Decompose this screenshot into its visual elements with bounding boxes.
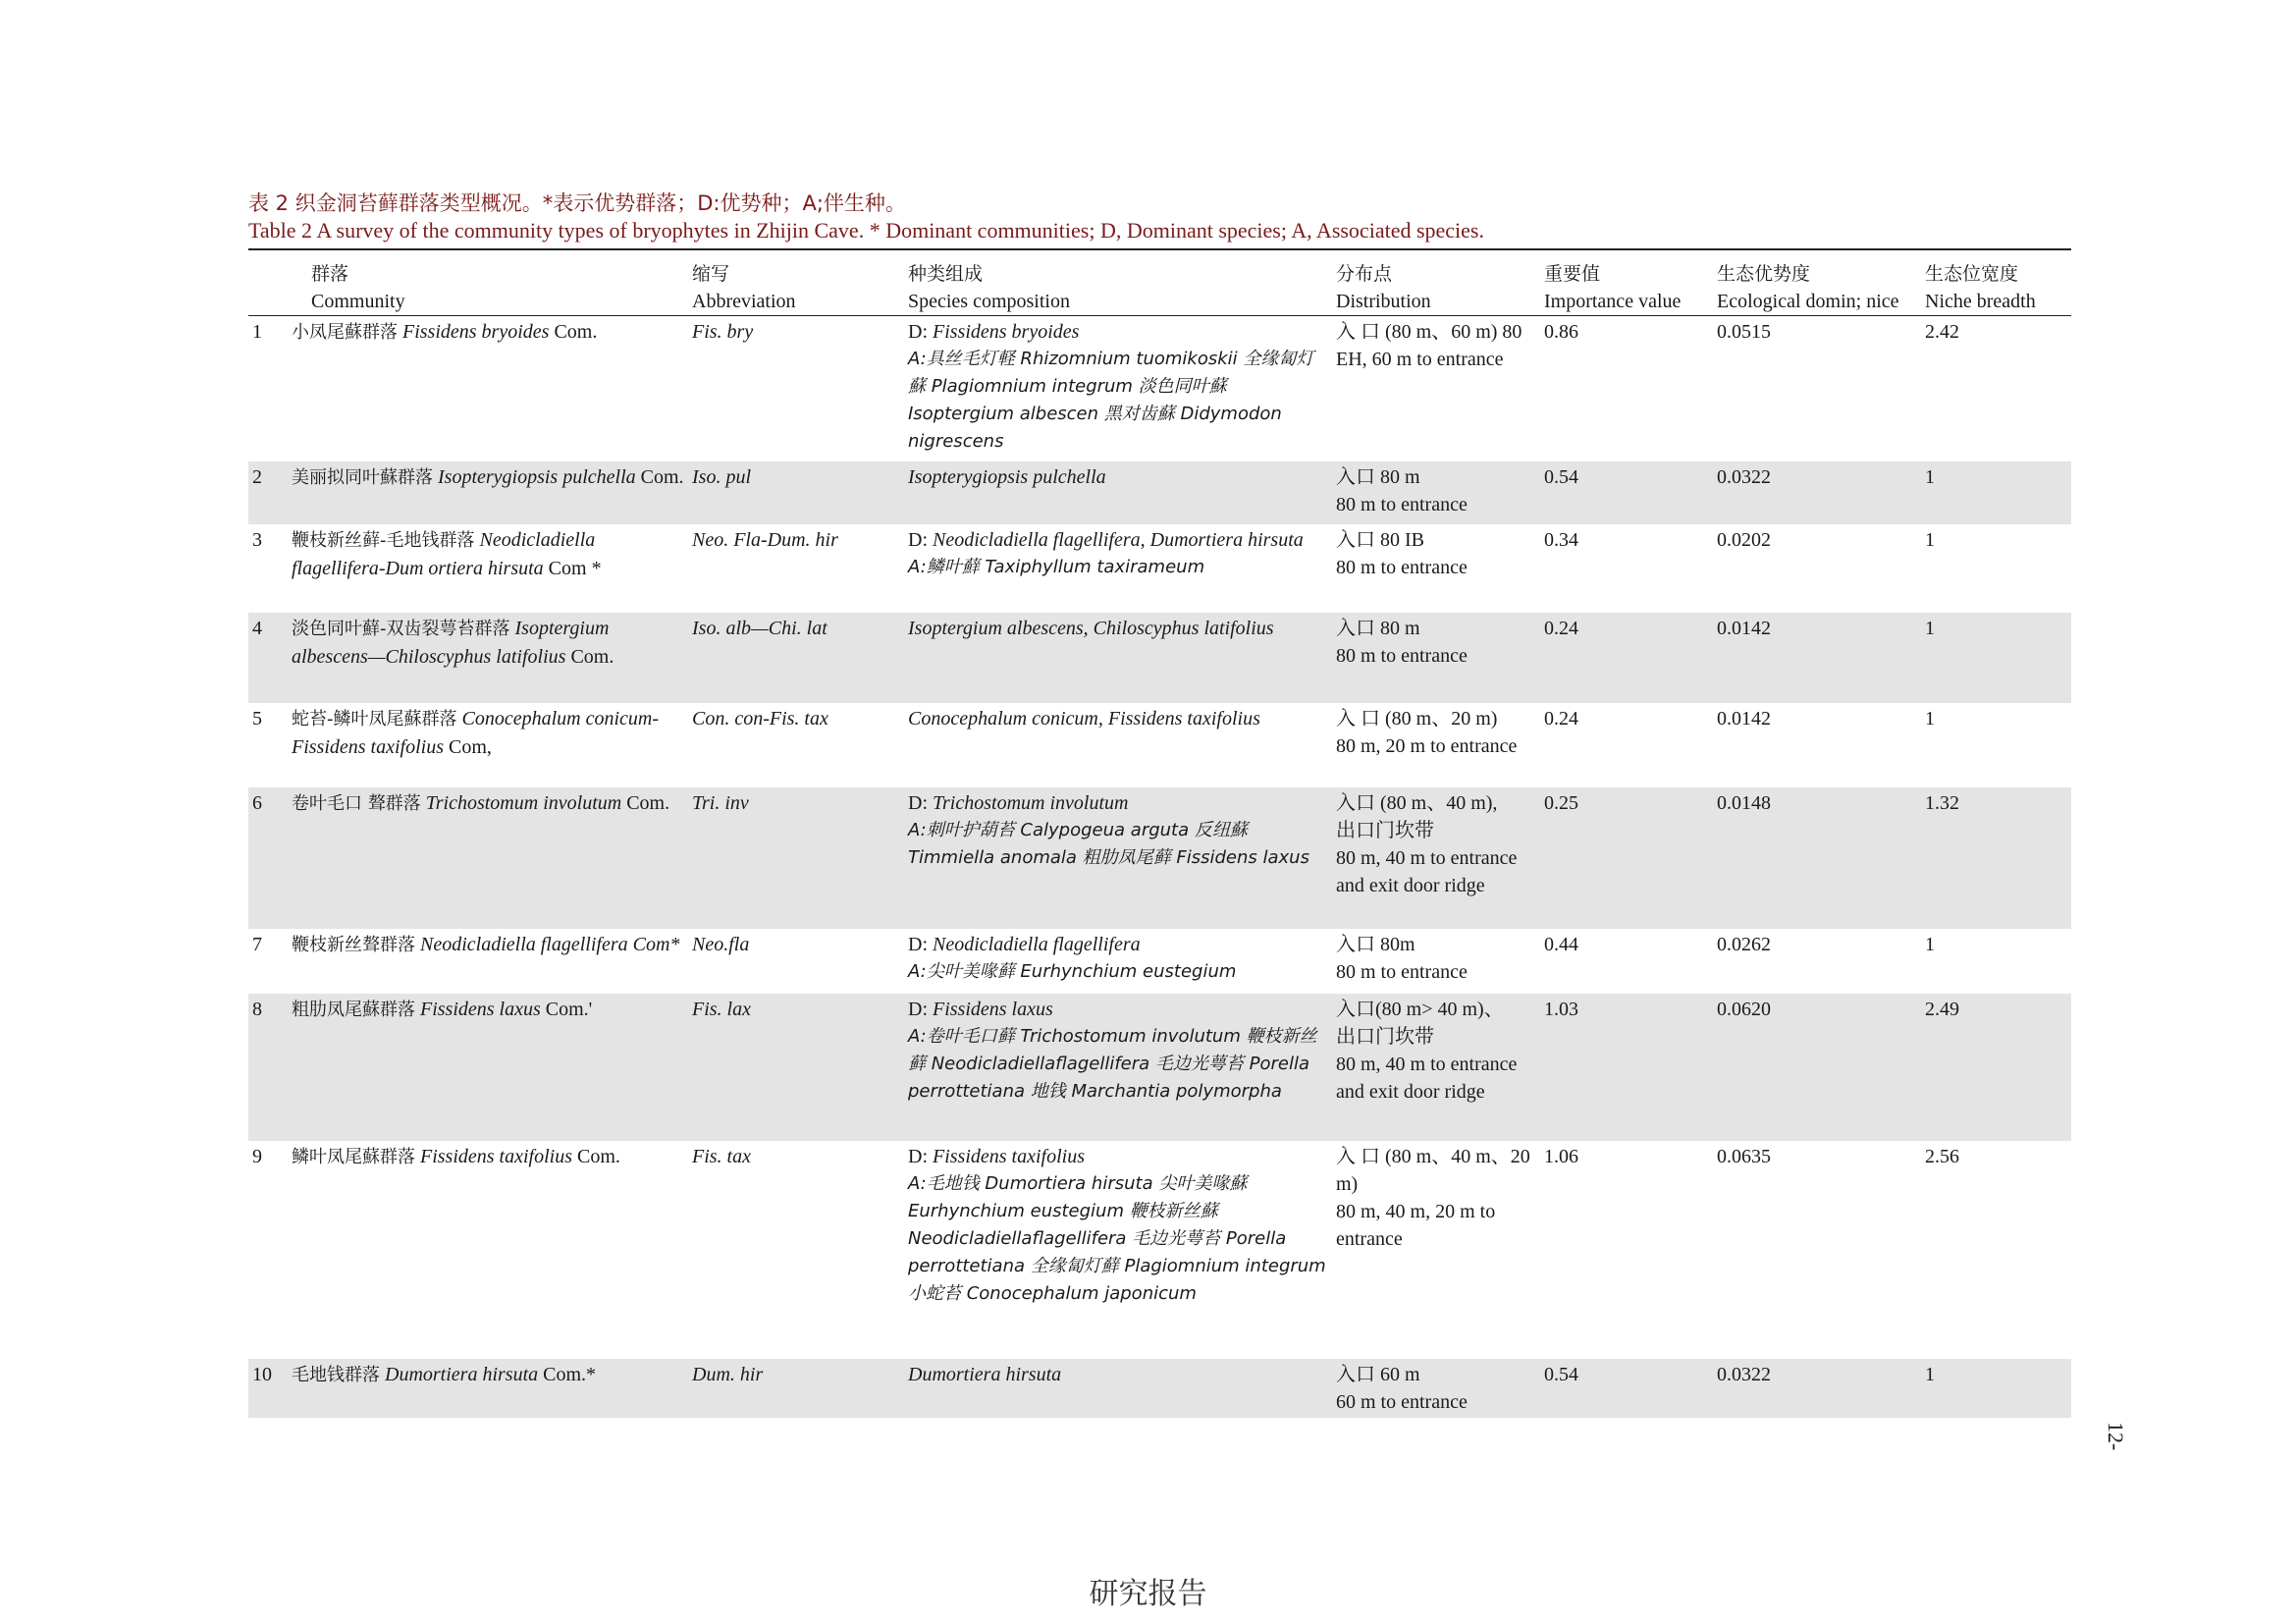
abbreviation-cell: Con. con-Fis. tax: [692, 707, 828, 730]
row-number: 5: [252, 707, 262, 730]
abbreviation-cell: Fis. lax: [688, 994, 904, 1141]
niche-cell: 1: [1921, 1359, 2071, 1418]
species-cell: Isopterygiopsis pulchella: [904, 461, 1332, 524]
niche-cell: 2.42: [1925, 321, 1959, 343]
dominance-cell: 0.0148: [1713, 787, 1921, 929]
distribution-cell: 入口 80 m 80 m to entrance: [1332, 613, 1540, 703]
header-abbreviation: 缩写 Abbreviation: [688, 249, 904, 316]
dominance-cell: 0.0202: [1717, 528, 1771, 551]
species-cell: D: Neodicladiella flagellifera A:尖叶美喙藓 Eurhynchium eustegium: [908, 933, 1237, 982]
dominance-cell: 0.0262: [1717, 933, 1771, 955]
abbreviation-cell: Iso. pul: [688, 461, 904, 524]
header-importance: 重要值 Importance value: [1540, 249, 1713, 316]
row-number: 7: [252, 933, 262, 955]
dominance-cell: 0.0515: [1717, 321, 1771, 343]
importance-cell: 0.86: [1544, 321, 1578, 343]
niche-cell: 2.56: [1925, 1145, 1959, 1167]
niche-cell: 1: [1925, 528, 1935, 551]
table-row: [248, 929, 2071, 994]
dominance-cell: 0.0620: [1713, 994, 1921, 1141]
distribution-cell: 入口 80m 80 m to entrance: [1336, 933, 1468, 983]
species-cell: D: Fissidens taxifolius A:毛地钱 Dumortiera hirsuta 尖叶美喙蘇 Eurhynchium eustegium 鞭枝新丝蘇 Neodicladiellaflagellifera 毛边光萼苔 Porella perrottetiana 全缘匐灯蘚 Plagiomnium integrum 小蛇苔 Conocephalum japonicum: [908, 1145, 1326, 1304]
species-cell: Conocephalum conicum, Fissidens taxifolius: [908, 707, 1260, 730]
header-distribution: 分布点 Distribution: [1332, 249, 1540, 316]
table-row: [248, 524, 2071, 613]
table-row: [248, 703, 2071, 787]
distribution-cell: 入口(80 m> 40 m)、 出口门坎带 80 m, 40 m to entrance and exit door ridge: [1332, 994, 1540, 1141]
header-dominance: 生态优势度 Ecological domin; nice: [1713, 249, 1921, 316]
table-row: [248, 1359, 2071, 1418]
importance-cell: 0.54: [1540, 1359, 1713, 1418]
community-cell: 鳞叶凤尾蘇群落 Fissidens taxifolius Com.: [292, 1145, 620, 1167]
distribution-cell: 入 口 (80 m、40 m、20 m) 80 m, 40 m, 20 m to entrance: [1336, 1145, 1530, 1250]
distribution-cell: 入口 60 m 60 m to entrance: [1332, 1359, 1540, 1418]
community-table: [248, 248, 2071, 1418]
community-cell: 粗肋凤尾蘇群落 Fissidens laxus Com.': [288, 994, 688, 1141]
abbreviation-cell: Dum. hir: [688, 1359, 904, 1418]
species-cell: Dumortiera hirsuta: [904, 1359, 1332, 1418]
community-cell: 小凤尾蘇群落 Fissidens bryoides Com.: [292, 321, 598, 343]
species-cell: D: Fissidens laxus A:卷叶毛口藓 Trichostomum involutum 鞭枝新丝藓 Neodicladiellaflagellifera 毛边光萼苔 Porella perrottetiana 地钱 Marchantia polymorpha: [904, 994, 1332, 1141]
importance-cell: 0.54: [1540, 461, 1713, 524]
table-row: [248, 316, 2071, 461]
table-row: [248, 613, 2071, 703]
row-number: 6: [248, 787, 288, 929]
abbreviation-cell: Neo.fla: [692, 933, 750, 955]
footer-label: 研究报告: [1089, 1577, 1207, 1611]
dominance-cell: 0.0322: [1713, 461, 1921, 524]
distribution-cell: 入 口 (80 m、20 m) 80 m, 20 m to entrance: [1336, 707, 1518, 757]
header-niche: 生态位宽度 Niche breadth: [1921, 249, 2071, 316]
niche-cell: 1: [1925, 707, 1935, 730]
row-number: 9: [252, 1145, 262, 1167]
abbreviation-cell: Tri. inv: [688, 787, 904, 929]
dominance-cell: 0.0635: [1717, 1145, 1771, 1167]
importance-cell: 1.03: [1540, 994, 1713, 1141]
community-cell: 卷叶毛口 聱群落 Trichostomum involutum Com.: [288, 787, 688, 929]
species-cell: D: Neodicladiella flagellifera, Dumortiera hirsuta A:鳞叶蘚 Taxiphyllum taxirameum: [908, 528, 1304, 577]
table-header-row: [248, 249, 2071, 316]
abbreviation-cell: Fis. bry: [692, 321, 754, 343]
caption-chinese: 表 2 织金洞苔藓群落类型概况。*表示优势群落；D:优势种；A;伴生种。: [248, 191, 906, 215]
species-cell: D: Trichostomum involutum A:刺叶护葫苔 Calypogeua arguta 反纽蘇 Timmiella anomala 粗肋凤尾藓 Fissidens laxus: [904, 787, 1332, 929]
distribution-cell: 入口 80 IB 80 m to entrance: [1336, 528, 1468, 578]
community-cell: 蛇苔-鳞叶凤尾蘇群落 Conocephalum conicum-Fissidens taxifolius Com,: [292, 707, 660, 758]
importance-cell: 1.06: [1544, 1145, 1578, 1167]
table-caption: [248, 189, 2094, 243]
table-row: [248, 1141, 2071, 1359]
table-row: [248, 787, 2071, 929]
importance-cell: 0.34: [1544, 528, 1578, 551]
community-cell: 鞭枝新丝聱群落 Neodicladiella flagellifera Com*: [292, 933, 680, 955]
row-number: 3: [252, 528, 262, 551]
abbreviation-cell: Fis. tax: [692, 1145, 751, 1167]
caption-english: Table 2 A survey of the community types of bryophytes in Zhijin Cave. * Dominant communities; D, Dominant species; A, Associated species.: [248, 218, 1484, 243]
dominance-cell: 0.0142: [1713, 613, 1921, 703]
row-number: 4: [248, 613, 288, 703]
row-number: 2: [248, 461, 288, 524]
header-community: 群落 Community: [288, 249, 688, 316]
niche-cell: 1: [1925, 933, 1935, 955]
niche-cell: 1: [1921, 461, 2071, 524]
distribution-cell: 入口 80 m 80 m to entrance: [1332, 461, 1540, 524]
table-row: [248, 461, 2071, 524]
niche-cell: 1.32: [1921, 787, 2071, 929]
dominance-cell: 0.0142: [1717, 707, 1771, 730]
header-number: [248, 249, 288, 316]
species-cell: Isoptergium albescens, Chiloscyphus latifolius: [904, 613, 1332, 703]
community-cell: 鞭枝新丝藓-毛地钱群落 Neodicladiella flagellifera-Dum ortiera hirsuta Com *: [292, 528, 602, 579]
importance-cell: 0.24: [1540, 613, 1713, 703]
header-species: 种类组成 Species composition: [904, 249, 1332, 316]
row-number: 8: [248, 994, 288, 1141]
abbreviation-cell: Iso. alb—Chi. lat: [688, 613, 904, 703]
importance-cell: 0.24: [1544, 707, 1578, 730]
niche-cell: 1: [1921, 613, 2071, 703]
importance-cell: 0.44: [1544, 933, 1578, 955]
niche-cell: 2.49: [1921, 994, 2071, 1141]
dominance-cell: 0.0322: [1713, 1359, 1921, 1418]
abbreviation-cell: Neo. Fla-Dum. hir: [692, 528, 838, 551]
table-row: [248, 994, 2071, 1141]
species-cell: D: Fissidens bryoides A:具丝毛灯軽 Rhizomnium tuomikoskii 全缘匐灯蘇 Plagiomnium integrum 淡色同叶蘇 Isoptergium albescen 黑对齿蘇 Didymodon nigrescens: [908, 321, 1314, 452]
importance-cell: 0.25: [1540, 787, 1713, 929]
row-number: 10: [248, 1359, 288, 1418]
page-number: 12-: [2104, 1422, 2128, 1451]
community-cell: 淡色同叶蘚-双齿裂萼苔群落 Isoptergium albescens—Chiloscyphus latifolius Com.: [288, 613, 688, 703]
community-cell: 毛地钱群落 Dumortiera hirsuta Com.*: [288, 1359, 688, 1418]
row-number: 1: [252, 321, 262, 343]
distribution-cell: 入口 (80 m、40 m), 出口门坎带 80 m, 40 m to entrance and exit door ridge: [1332, 787, 1540, 929]
distribution-cell: 入 口 (80 m、60 m) 80 EH, 60 m to entrance: [1336, 321, 1522, 370]
community-cell: 美丽拟同叶蘇群落 Isopterygiopsis pulchella Com.: [288, 461, 688, 524]
